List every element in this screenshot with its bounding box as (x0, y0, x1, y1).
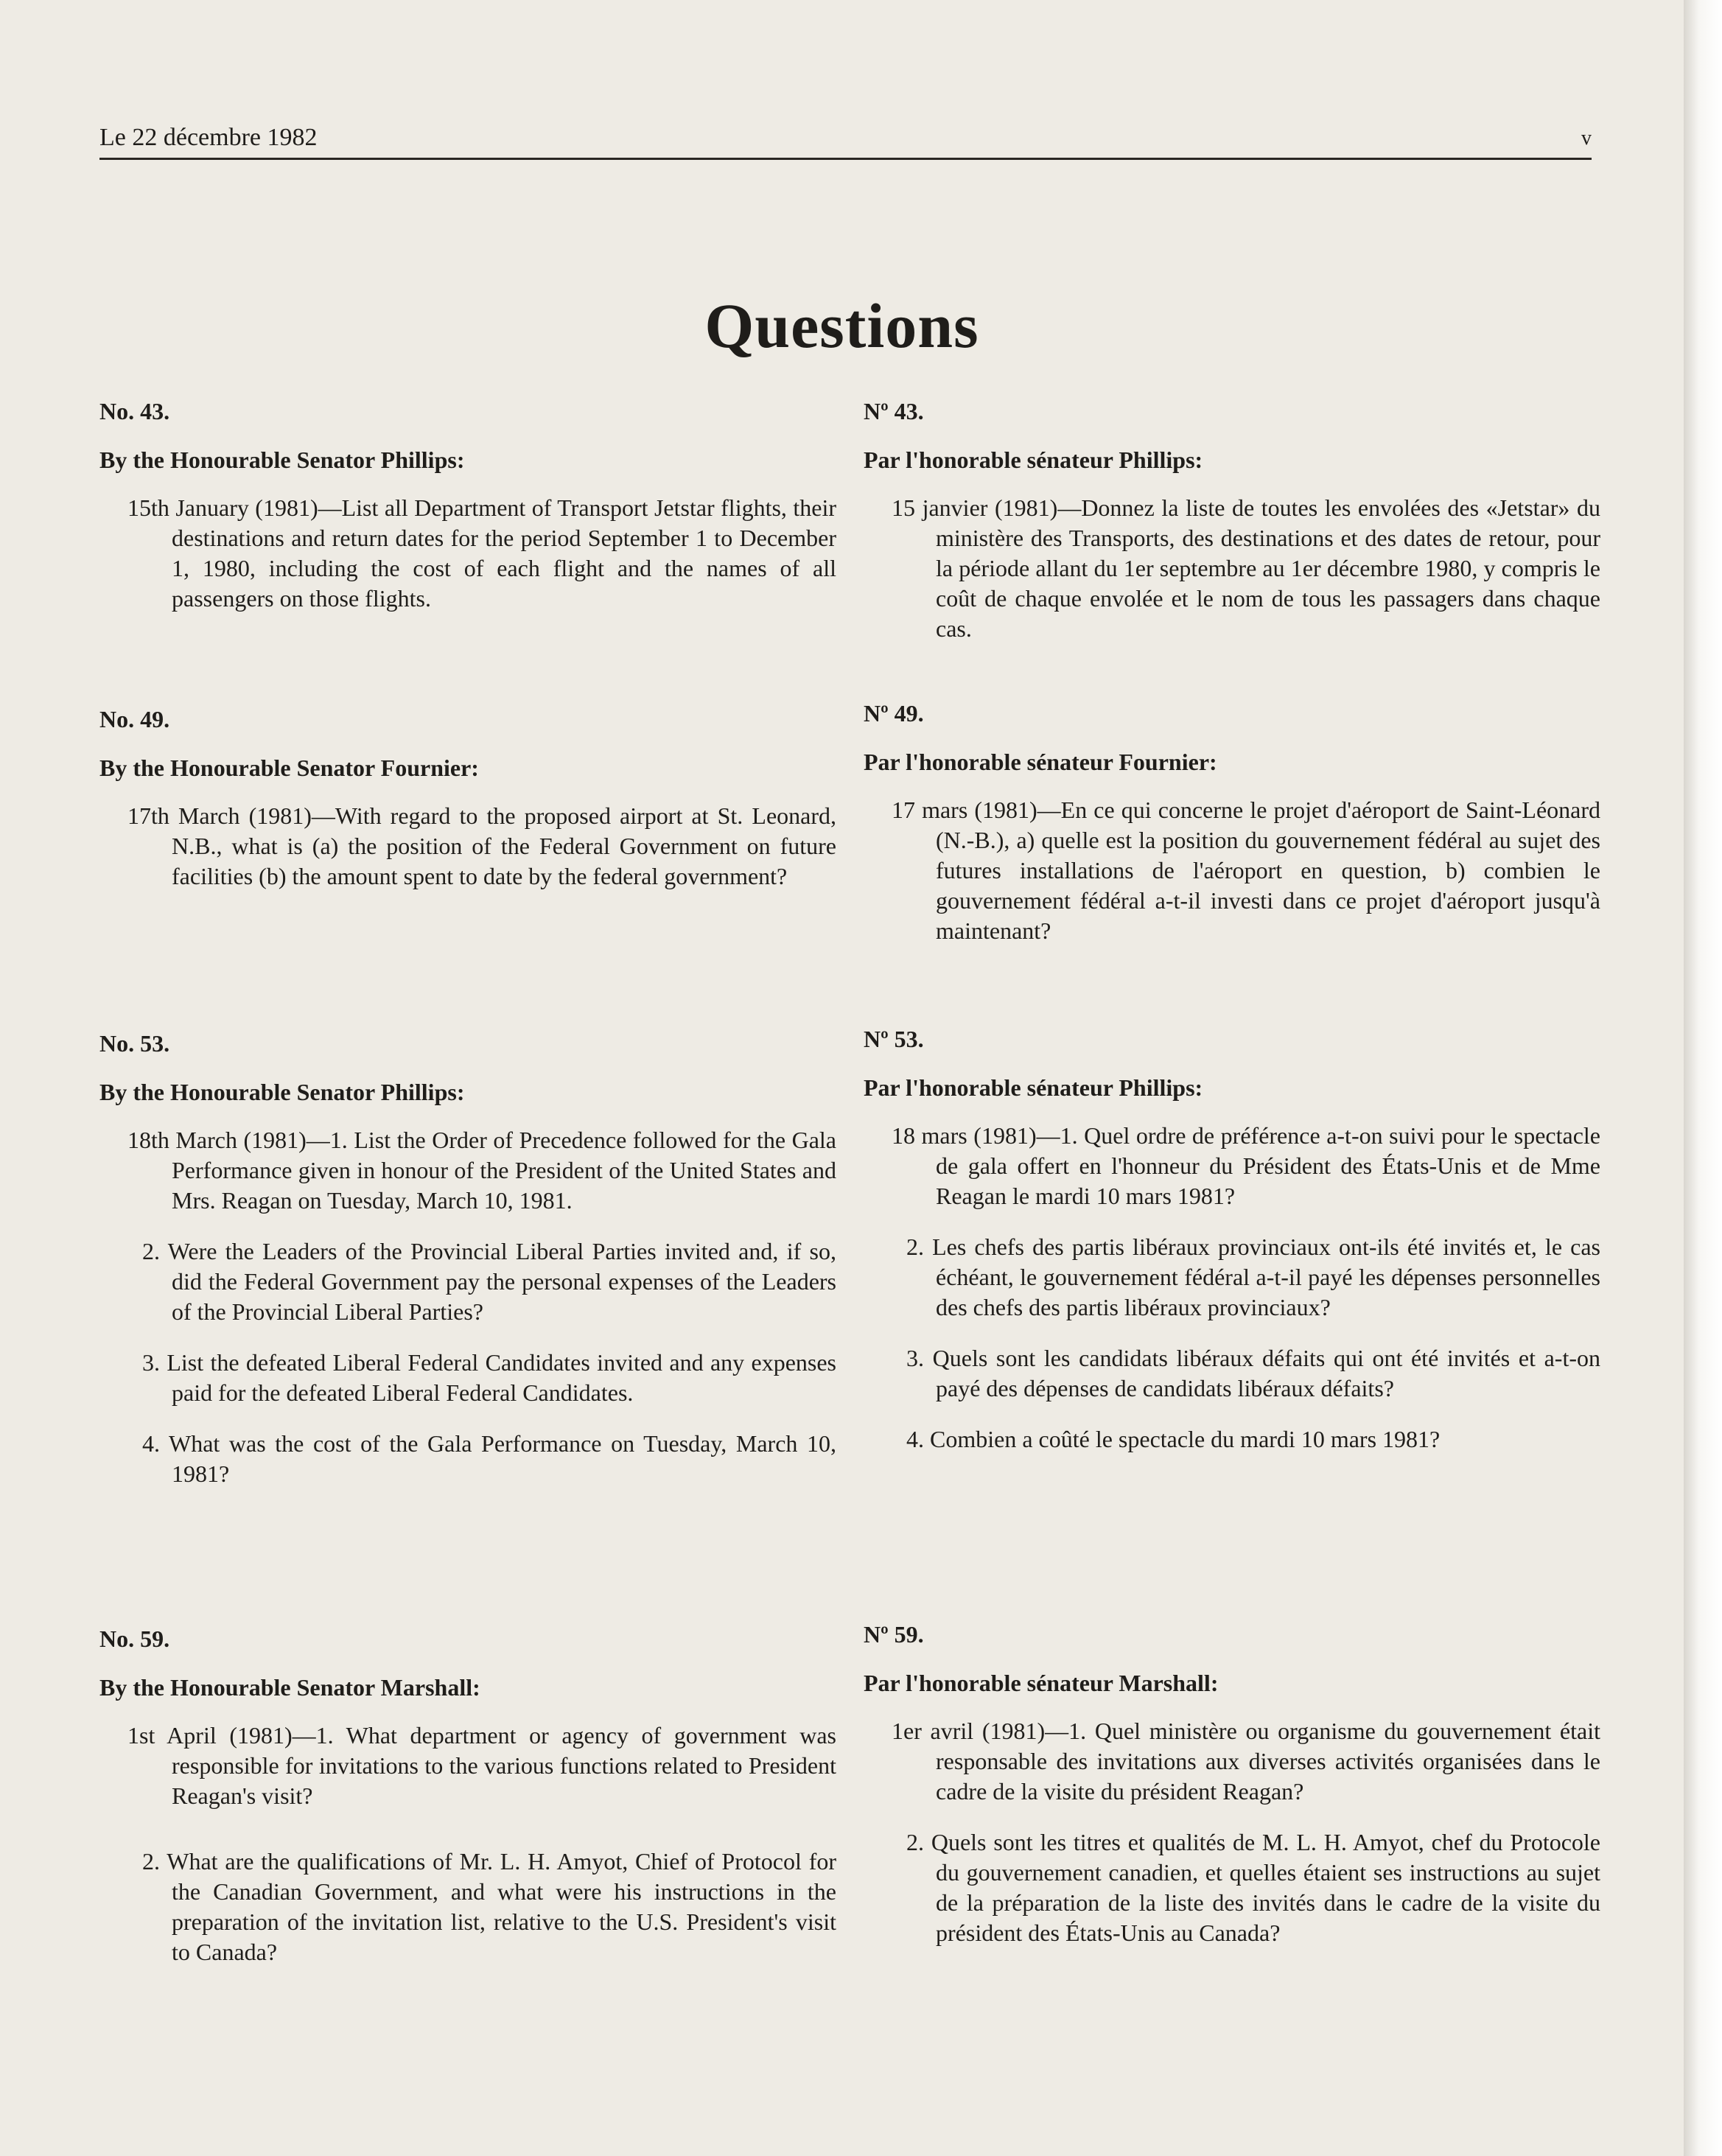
question-senator: Par l'honorable sénateur Phillips: (864, 447, 1203, 473)
question-number: Nº 43. (864, 398, 924, 424)
question-senator: Par l'honorable sénateur Marshall: (864, 1670, 1219, 1696)
question-item: 2. Les chefs des partis libéraux provinciaux ont-ils été invités et, le cas échéant, le gouvernement fédéral a-t-il payé les dépenses personnelles des chefs des partis libéraux provinciaux? (906, 1233, 1600, 1320)
question-block-49-fr (864, 700, 1600, 967)
page-edge (1684, 0, 1722, 2156)
question-block-43-fr (864, 398, 1600, 665)
question-number: No. 53. (99, 1030, 170, 1057)
question-senator: By the Honourable Senator Fournier: (99, 755, 479, 781)
question-item: 2. What are the qualifications of Mr. L. H. Amyot, Chief of Protocol for the Canadian Government, and what were his instructions in the preparation of the invitation list, relative to the U.S. President's visit to Canada? (142, 1848, 836, 1965)
question-item: 4. What was the cost of the Gala Performance on Tuesday, March 10, 1981? (142, 1430, 836, 1487)
question-senator: By the Honourable Senator Phillips: (99, 1079, 465, 1105)
question-item: 4. Combien a coûté le spectacle du mardi 10 mars 1981? (906, 1426, 1441, 1452)
question-number: No. 43. (99, 398, 170, 424)
question-item: 1er avril (1981)—1. Quel ministère ou organisme du gouvernement était responsable des invitations aux diverses activités organisées dans le cadre de la visite du président Reagan? (892, 1718, 1600, 1805)
question-number: No. 59. (99, 1625, 170, 1652)
question-item: 15th January (1981)—List all Department of Transport Jetstar flights, their destinations and return dates for the period September 1 to December 1, 1980, including the cost of each flight and the names of all passengers on those flights. (127, 494, 836, 612)
question-item: 17th March (1981)—With regard to the proposed airport at St. Leonard, N.B., what is (a) the position of the Federal Government on future facilities (b) the amount spent to date by the federal government? (127, 802, 836, 889)
question-item: 15 janvier (1981)—Donnez la liste de toutes les envolées des «Jetstar» du ministère des Transports, des destinations et des dates de retour, pour la période allant du 1er septembre au 1er décembre 1980, y compris le coût de chaque envolée et le nom de tous les passagers dans chaque cas. (892, 494, 1600, 642)
question-item: 18th March (1981)—1. List the Order of Precedence followed for the Gala Performance given in honour of the President of the United States and Mrs. Reagan on Tuesday, March 10, 1981. (127, 1127, 836, 1214)
page-header (99, 121, 1592, 160)
question-item: 17 mars (1981)—En ce qui concerne le projet d'aéroport de Saint-Léonard (N.-B.), a) quelle est la position du gouvernement fédéral au sujet des futures installations de l'aéroport en question, b) combien le gouvernement fédéral a-t-il investi dans ce projet d'aéroport jusqu'à maintenant? (892, 797, 1600, 944)
question-item: 2. Were the Leaders of the Provincial Liberal Parties invited and, if so, did the Federal Government pay the personal expenses of the Leaders of the Provincial Liberal Parties? (142, 1238, 836, 1325)
question-senator: By the Honourable Senator Marshall: (99, 1674, 480, 1701)
question-senator: Par l'honorable sénateur Fournier: (864, 749, 1217, 775)
question-block-53-fr (864, 1026, 1600, 1475)
question-number: Nº 49. (864, 700, 924, 727)
question-block-59-en (99, 1625, 836, 1988)
question-block-49-en (99, 706, 836, 912)
header-page-number: v (1581, 127, 1592, 150)
question-item: 18 mars (1981)—1. Quel ordre de préférence a-t-on suivi pour le spectacle de gala offert en l'honneur du Président des États-Unis et de Mme Reagan le mardi 10 mars 1981? (892, 1122, 1600, 1209)
question-block-59-fr (864, 1621, 1600, 1969)
question-item: 1st April (1981)—1. What department or agency of government was responsible for invitations to the various functions related to President Reagan's visit? (127, 1722, 836, 1809)
question-number: Nº 53. (864, 1026, 924, 1052)
question-item: 3. List the defeated Liberal Federal Candidates invited and any expenses paid for the defeated Liberal Federal Candidates. (142, 1349, 836, 1406)
page-title: Questions (704, 290, 979, 361)
question-number: No. 49. (99, 706, 170, 732)
question-item: 3. Quels sont les candidats libéraux défaits qui ont été invités et a-t-on payé des dépenses de candidats libéraux défaits? (906, 1345, 1600, 1401)
question-number: Nº 59. (864, 1621, 924, 1648)
question-senator: By the Honourable Senator Phillips: (99, 447, 465, 473)
header-date: Le 22 décembre 1982 (99, 124, 318, 151)
question-senator: Par l'honorable sénateur Phillips: (864, 1074, 1203, 1101)
question-block-43-en (99, 398, 836, 634)
question-item: 2. Quels sont les titres et qualités de M. L. H. Amyot, chef du Protocole du gouvernement canadien, et quelles étaient ses instructions au sujet de la préparation de la liste des invités dans le cadre de la visite du président des États-Unis au Canada? (906, 1829, 1600, 1946)
question-block-53-en (99, 1030, 836, 1510)
